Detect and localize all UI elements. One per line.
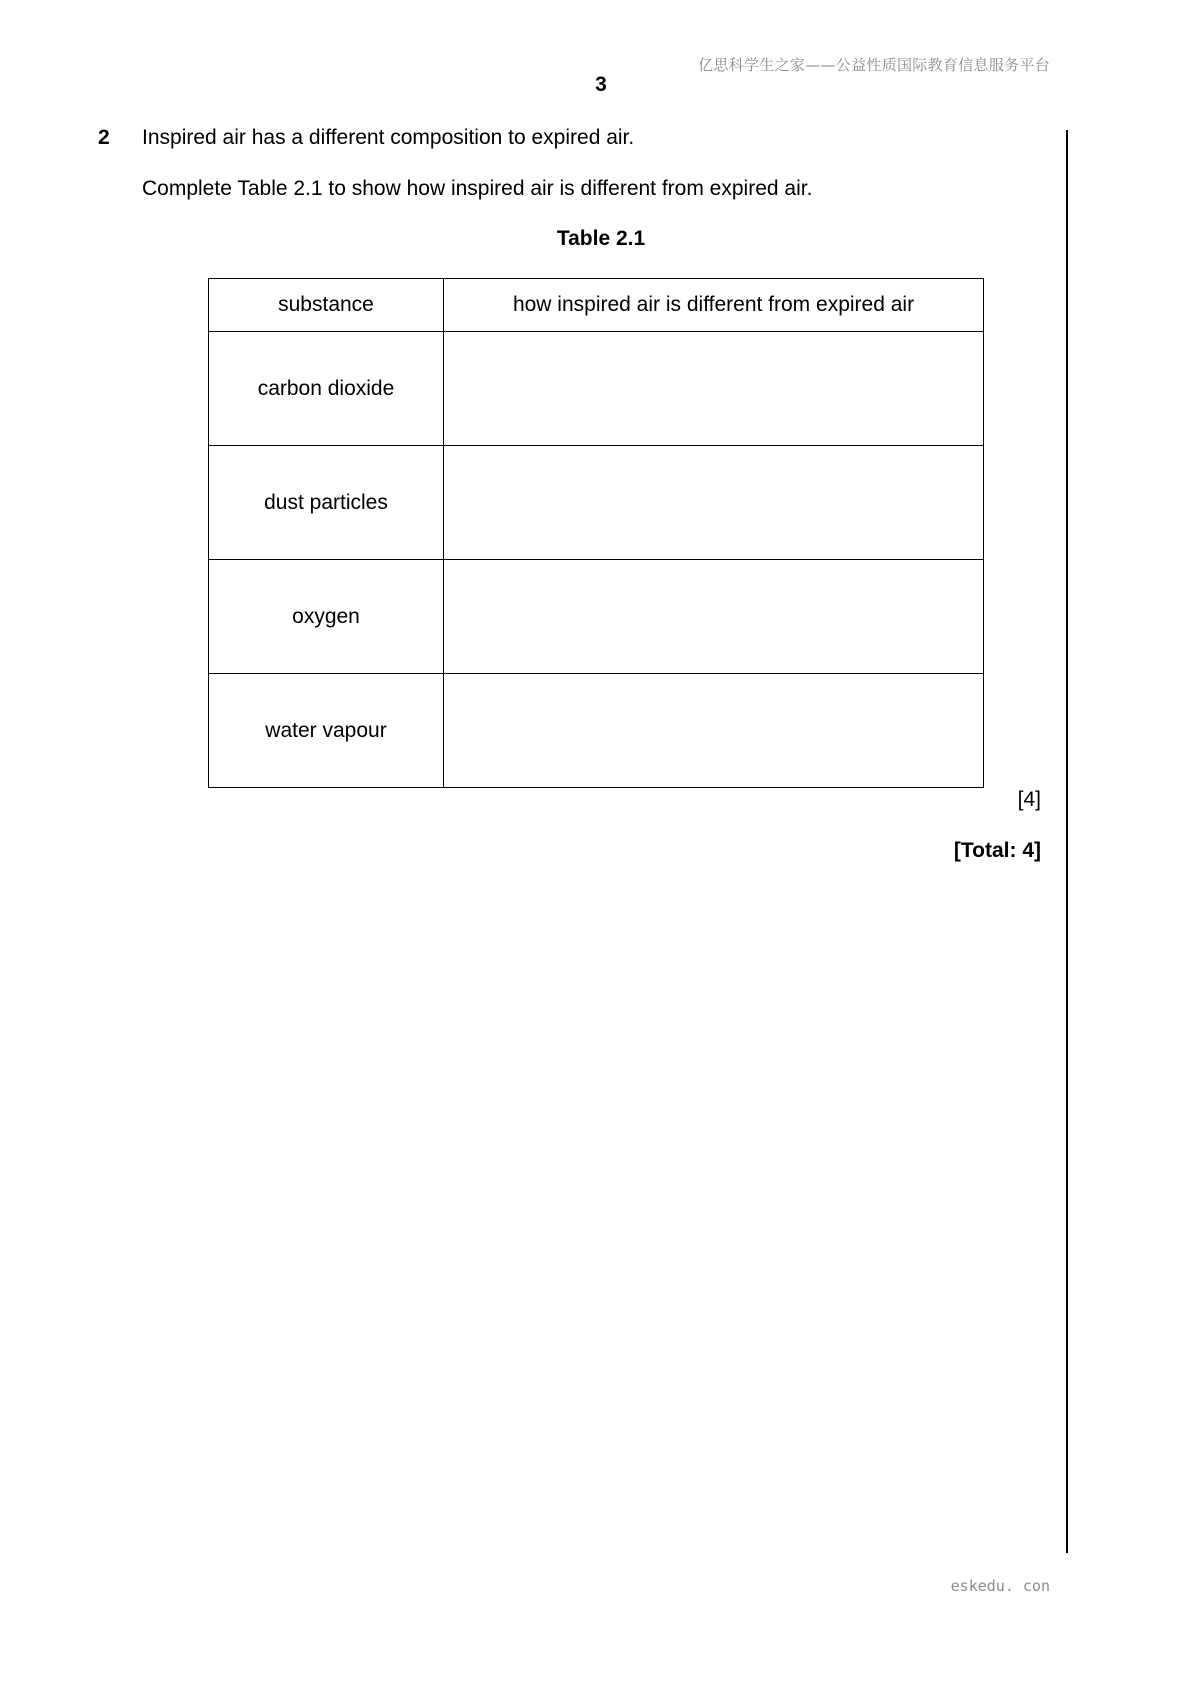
header-watermark: 亿思科学生之家——公益性质国际教育信息服务平台 [698,56,1050,74]
question-stem: Inspired air has a different composition to expired air. [142,126,635,149]
answer-cell[interactable] [444,332,984,446]
answer-table [208,278,984,788]
question-number: 2 [98,126,110,149]
question-instruction: Complete Table 2.1 to show how inspired air is different from expired air. [142,177,813,200]
table-header-row [209,279,984,332]
substance-cell: carbon dioxide [209,332,444,446]
footer-watermark: eskedu. con [950,1577,1050,1595]
margin-rule [1066,130,1068,1553]
table-row [209,674,984,788]
header-substance: substance [209,279,444,332]
table-row [209,446,984,560]
table-title: Table 2.1 [556,227,646,250]
marks-label: [4] [1017,788,1041,811]
page-number: 3 [595,73,607,96]
header-difference: how inspired air is different from expired air [444,279,984,332]
substance-cell: dust particles [209,446,444,560]
answer-cell[interactable] [444,560,984,674]
table-row [209,332,984,446]
table-row [209,560,984,674]
substance-cell: water vapour [209,674,444,788]
substance-cell: oxygen [209,560,444,674]
total-marks-label: [Total: 4] [953,839,1041,862]
answer-cell[interactable] [444,446,984,560]
answer-cell[interactable] [444,674,984,788]
